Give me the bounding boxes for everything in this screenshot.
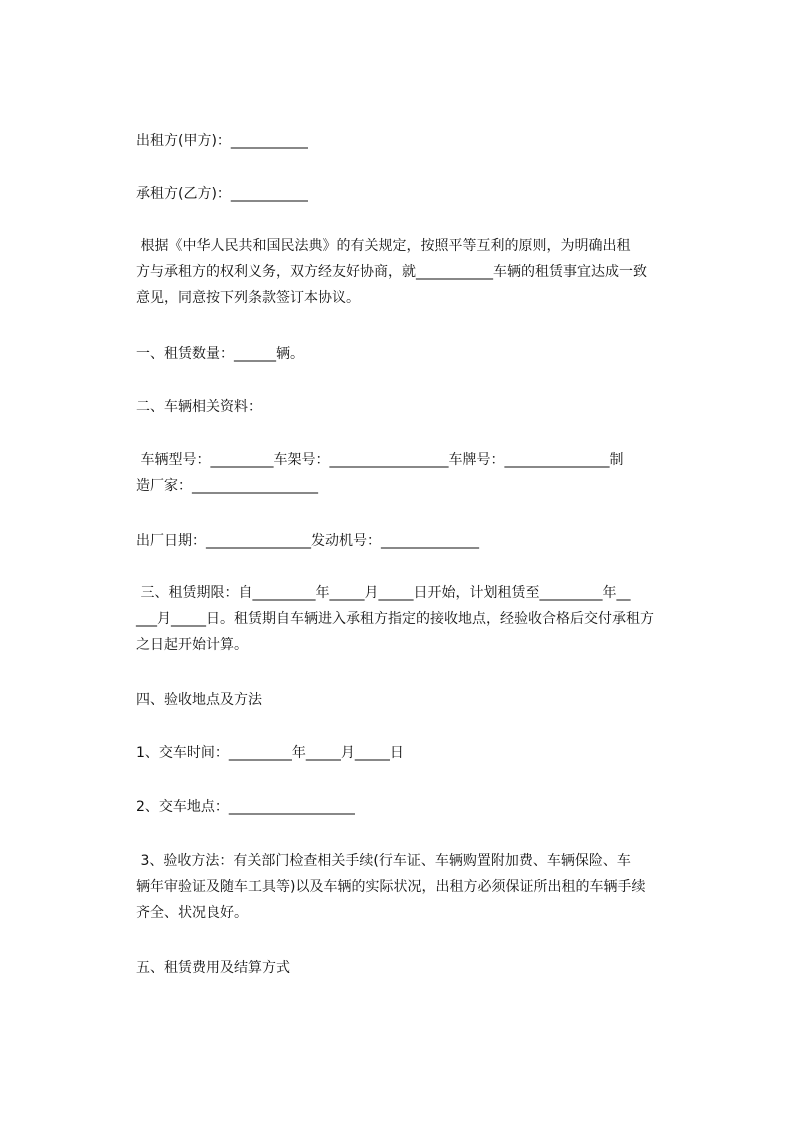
inspection-line: 3、验收方法：有关部门检查相关手续(行车证、车辆购置附加费、车辆保险、车 xyxy=(136,853,631,869)
lessee-line: 承租方(乙方)：___________ xyxy=(136,186,308,202)
clause-4-heading: 四、验收地点及方法 xyxy=(136,692,262,708)
clause-3-line: 三、租赁期限：自_________年_____月_____日开始，计划租赁至_________年__ xyxy=(136,585,631,601)
clause-3-paragraph xyxy=(136,580,701,658)
intro-line: 方与承租方的权利义务，双方经友好协商，就___________车辆的租赁事宜达成一致 xyxy=(136,264,647,280)
inspection-line: 辆年审验证及随车工具等)以及车辆的实际状况，出租方必须保证所出租的车辆手续 xyxy=(136,879,646,895)
lessor-line: 出租方(甲方)：___________ xyxy=(136,133,308,149)
delivery-place-line: 2、交车地点：__________________ xyxy=(136,799,355,815)
clause-2-heading: 二、车辆相关资料： xyxy=(136,399,262,415)
vehicle-info-line: 造厂家：__________________ xyxy=(136,478,318,494)
clause-3-line: ___月_____日。租赁期自车辆进入承租方指定的接收地点，经验收合格后交付承租方 xyxy=(136,611,654,627)
delivery-time-line: 1、交车时间：_________年_____月_____日 xyxy=(136,745,404,761)
inspection-paragraph xyxy=(136,848,701,926)
vehicle-info-line: 车辆型号：_________车架号：_________________车牌号：_______________制 xyxy=(136,452,624,468)
inspection-line: 齐全、状况良好。 xyxy=(136,905,248,921)
intro-paragraph xyxy=(136,233,701,311)
factory-date-engine-line: 出厂日期：_______________发动机号：______________ xyxy=(136,533,479,549)
intro-line: 根据《中华人民共和国民法典》的有关规定，按照平等互利的原则，为明确出租 xyxy=(136,238,631,254)
clause-5-heading: 五、租赁费用及结算方式 xyxy=(136,960,290,976)
intro-line: 意见，同意按下列条款签订本协议。 xyxy=(136,290,360,306)
vehicle-info-paragraph xyxy=(136,447,701,499)
clause-1-quantity: 一、租赁数量：______辆。 xyxy=(136,346,304,362)
clause-3-line: 之日起开始计算。 xyxy=(136,637,248,653)
